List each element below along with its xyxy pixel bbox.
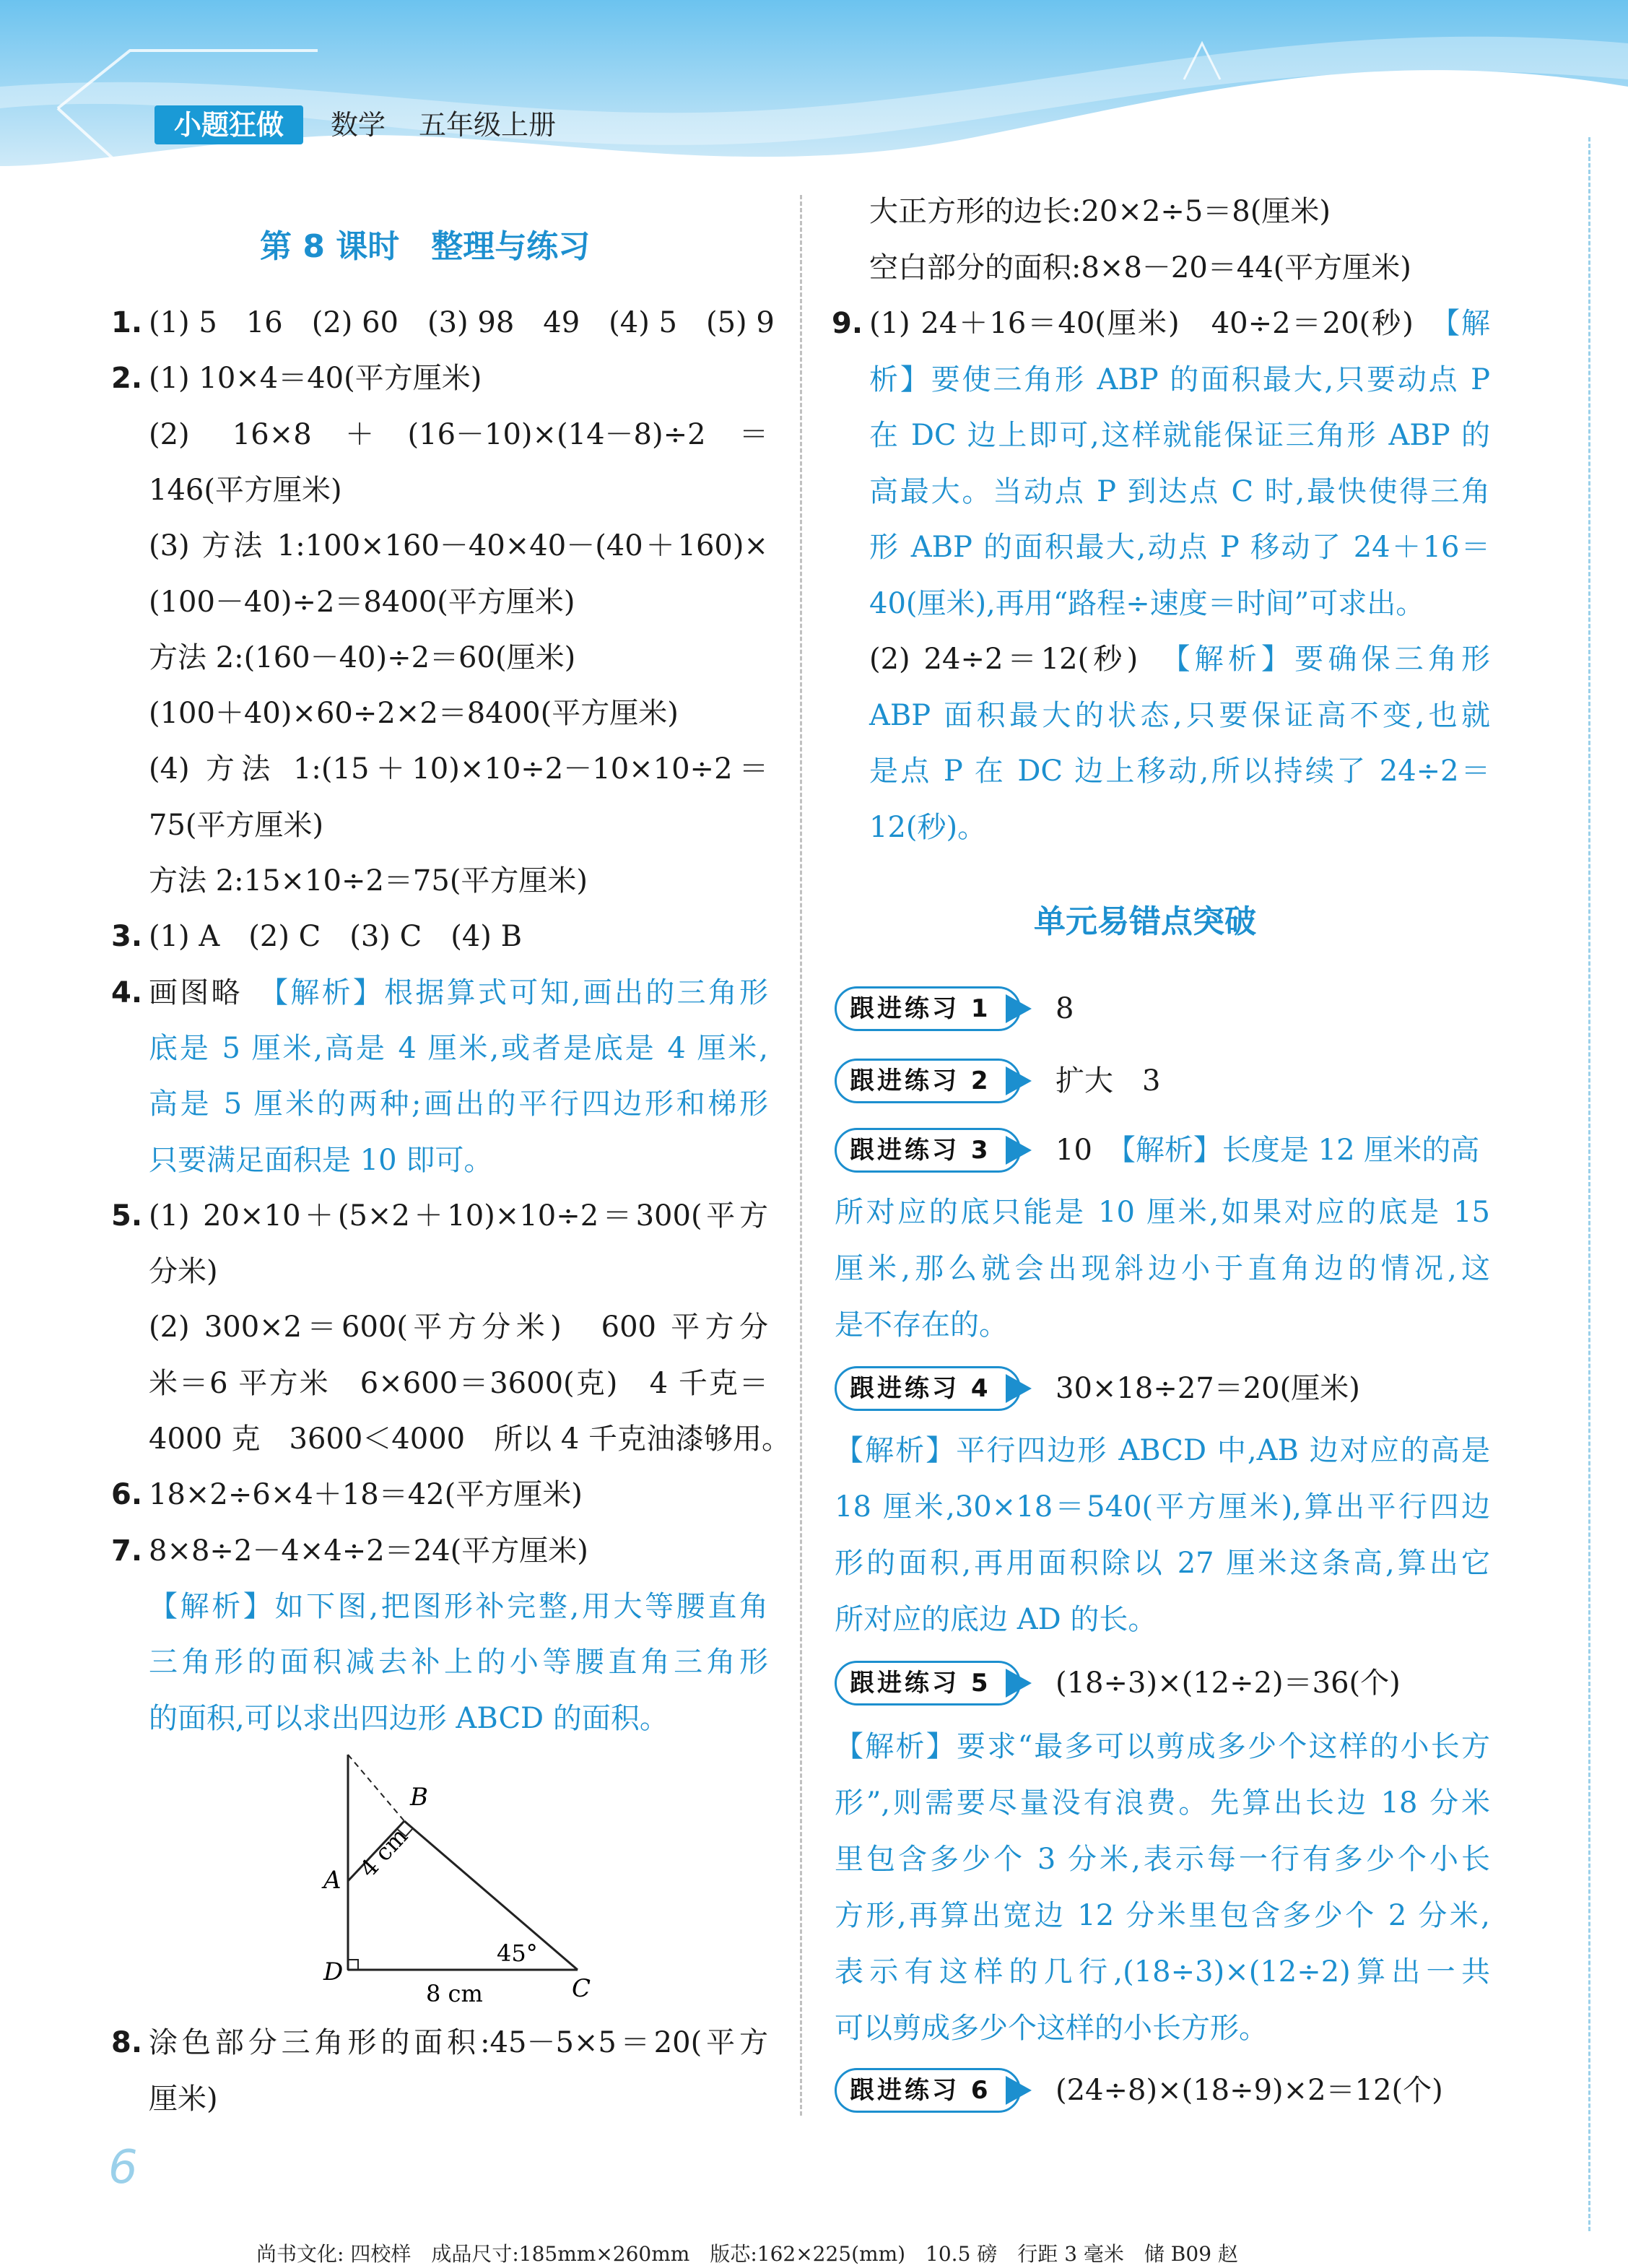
analysis-text: 底是 5 厘米,高是 4 厘米,或者是底是 4 厘米, — [149, 1031, 768, 1065]
label-side-ab: 4 cm — [354, 1822, 414, 1883]
analysis-text: ABP 面积最大的状态,只要保证高不变,也就 — [869, 698, 1490, 732]
analysis-text: 的面积,可以求出四边形 ABCD 的面积。 — [149, 1701, 669, 1735]
answer-text: 146(平方厘米) — [149, 473, 342, 507]
answer-text: 8×8÷2－4×4÷2＝24(平方厘米) — [149, 1534, 588, 1568]
right-line — [869, 240, 1490, 296]
analysis-text: 三角形的面积减去补上的小等腰直角三角形 — [149, 1646, 768, 1680]
lesson-title: 第 8 课时 整理与练习 — [260, 228, 591, 265]
q8-line — [149, 2071, 768, 2127]
f3-analysis-line: 是不存在的。 — [835, 1308, 1008, 1342]
answer-text: (1) 20×10＋(5×2＋10)×10÷2＝300(平方 — [149, 1199, 768, 1233]
left-line — [111, 965, 769, 1021]
right-line — [869, 464, 1490, 520]
left-line — [149, 407, 768, 463]
question-number: 1. — [111, 306, 143, 339]
right-line — [869, 743, 1490, 799]
label-angle: 45° — [497, 1939, 538, 1967]
follow-up-answer — [1055, 1360, 1360, 1417]
figure-dashed-line — [348, 1755, 404, 1821]
f4-analysis-line: 所对应的底边 AD 的长。 — [835, 1603, 1157, 1636]
left-line — [149, 1299, 768, 1355]
question-number: 9. — [832, 307, 863, 340]
label-side-dc: 8 cm — [426, 1980, 483, 2007]
analysis-text: 【解析】要确保三角形 — [1175, 643, 1491, 676]
analysis-text: 只要满足面积是 10 即可。 — [149, 1143, 493, 1177]
left-line — [111, 1188, 768, 1244]
analysis-text: 高是 5 厘米的两种;画出的平行四边形和梯形 — [149, 1087, 768, 1121]
left-line — [149, 1634, 768, 1690]
print-footer: 尚书文化: 四校样 成品尺寸:185mm×260mm 版芯:162×225(mm) 10.5 磅 行距 3 毫米 储 B09 赵 — [256, 2242, 1238, 2266]
left-line — [111, 295, 775, 351]
page-edge-border — [1588, 137, 1590, 2231]
left-line — [149, 1243, 768, 1300]
label-a: A — [323, 1866, 341, 1895]
left-line — [149, 685, 768, 742]
answer-text: 8 — [1055, 992, 1074, 1025]
right-line — [869, 407, 1490, 464]
question-number: 2. — [111, 362, 143, 396]
grade-label: 五年级上册 — [419, 109, 557, 141]
label-d: D — [323, 1958, 344, 1986]
follow-up-answer — [1055, 1053, 1160, 1109]
figure-line-cb — [404, 1821, 578, 1970]
right-line — [869, 519, 1490, 575]
unit-title: 单元易错点突破 — [1034, 903, 1256, 940]
answer-text: 30×18÷27＝20(厘米) — [1055, 1372, 1360, 1405]
answer-text: 18×2÷6×4＋18＝42(平方厘米) — [149, 1478, 583, 1512]
label-b: B — [410, 1783, 428, 1812]
question-number: 5. — [111, 1199, 143, 1233]
answer-text: 75(平方厘米) — [149, 808, 324, 842]
left-line — [149, 1411, 791, 1467]
left-line — [111, 1467, 768, 1523]
answer-text: 涂色部分三角形的面积:45－5×5＝20(平方 — [149, 2026, 768, 2059]
q8-line — [111, 2015, 768, 2071]
left-line — [149, 741, 768, 797]
answer-text: 方法 2:(160－40)÷2＝60(厘米) — [149, 640, 576, 674]
analysis-text: 12(秒)。 — [869, 810, 987, 844]
answer-text: 分米) — [149, 1255, 218, 1289]
analysis-text: 形 ABP 的面积最大,动点 P 移动了 24＋16＝ — [869, 531, 1490, 564]
answer-text: (18÷3)×(12÷2)＝36(个) — [1055, 1667, 1401, 1700]
left-line — [149, 853, 768, 909]
f5-analysis-line: 可以剪成多少个这样的小长方形。 — [835, 2012, 1268, 2045]
left-line — [149, 518, 768, 574]
answer-text: (1) A (2) C (3) C (4) B — [149, 920, 522, 954]
left-line — [111, 1523, 768, 1579]
analysis-text: 【解 — [1445, 307, 1490, 340]
left-line — [149, 1076, 768, 1132]
subject-label: 数学 — [331, 109, 386, 141]
answer-text: 4000 克 3600＜4000 所以 4 千克油漆够用。 — [149, 1422, 791, 1456]
arrow-right-icon — [1003, 1065, 1035, 1097]
answer-text: 米＝6 平方米 6×600＝3600(克) 4 千克＝ — [149, 1366, 768, 1400]
answer-text: (4) 方法 1:(15＋10)×10÷2－10×10÷2＝ — [149, 752, 768, 786]
question-number: 7. — [111, 1534, 143, 1568]
left-line — [149, 1132, 768, 1189]
left-line — [149, 797, 768, 853]
right-line — [869, 799, 1490, 856]
right-angle-d — [348, 1960, 358, 1970]
arrow-right-icon — [1003, 2074, 1035, 2106]
follow-up-tag-5: 跟进练习 5 — [835, 1661, 1021, 1706]
f5-analysis-line: 表示有这样的几行,(18÷3)×(12÷2)算出一共 — [835, 1955, 1490, 1989]
answer-text: (3) 方法 1:100×160－40×40－(40＋160)× — [149, 529, 768, 563]
follow-up-answer — [1055, 1122, 1479, 1178]
question-number: 3. — [111, 920, 143, 954]
f3-analysis-line: 所对应的底只能是 10 厘米,如果对应的底是 15 — [835, 1196, 1490, 1229]
label-c: C — [572, 1974, 591, 2003]
answer-text: 大正方形的边长:20×2÷5＝8(厘米) — [869, 195, 1331, 228]
answer-text: 空白部分的面积:8×8－20＝44(平方厘米) — [869, 251, 1411, 284]
left-line — [111, 908, 768, 965]
arrow-right-icon — [1003, 993, 1035, 1025]
left-line — [111, 350, 768, 407]
answer-text: 厘米) — [149, 2082, 218, 2116]
right-line — [832, 295, 1490, 352]
follow-up-tag-4: 跟进练习 4 — [835, 1366, 1021, 1411]
analysis-text: 在 DC 边上即可,这样就能保证三角形 ABP 的 — [869, 419, 1490, 452]
follow-up-answer — [1055, 1655, 1401, 1711]
answer-text: (24÷8)×(18÷9)×2＝12(个) — [1055, 2074, 1443, 2107]
f5-analysis-line: 形”,则需要尽量没有浪费。先算出长边 18 分米 — [835, 1786, 1490, 1820]
right-line — [869, 631, 1490, 687]
answer-text: 扩大 3 — [1055, 1064, 1161, 1098]
page-number: 6 — [108, 2141, 138, 2194]
follow-up-tag-6: 跟进练习 6 — [835, 2068, 1021, 2113]
answer-text: (100＋40)×60÷2×2＝8400(平方厘米) — [149, 697, 679, 731]
analysis-text: 【解析】如下图,把图形补完整,用大等腰直角 — [149, 1589, 768, 1623]
analysis-text: 高最大。当动点 P 到达点 C 时,最快使得三角 — [869, 474, 1490, 508]
right-line — [869, 352, 1490, 408]
analysis-text: 40(厘米),再用“路程÷速度＝时间”可求出。 — [869, 586, 1425, 620]
analysis-text: 析】要使三角形 ABP 的面积最大,只要动点 P — [869, 362, 1490, 396]
answer-text: (100－40)÷2＝8400(平方厘米) — [149, 585, 575, 619]
answer-text: 10 — [1055, 1134, 1121, 1167]
answer-text: 方法 2:15×10÷2＝75(平方厘米) — [149, 864, 588, 898]
left-line — [149, 574, 768, 630]
follow-up-answer — [1055, 981, 1074, 1037]
follow-up-answer — [1055, 2062, 1443, 2119]
right-line — [869, 687, 1490, 744]
question-number: 6. — [111, 1478, 143, 1512]
f4-analysis-line: 18 厘米,30×18＝540(平方厘米),算出平行四边 — [835, 1490, 1490, 1524]
f5-analysis-line: 方形,再算出宽边 12 分米里包含多少个 2 分米, — [835, 1899, 1490, 1932]
follow-up-tag-3: 跟进练习 3 — [835, 1128, 1021, 1173]
question-number: 8. — [111, 2026, 143, 2059]
arrow-right-icon — [1003, 1134, 1035, 1166]
answer-text: (1) 5 16 (2) 60 (3) 98 49 (4) 5 (5) 9 — [149, 306, 775, 339]
answer-text: (2) 16×8＋(16－10)×(14－8)÷2＝ — [149, 417, 768, 451]
left-line — [149, 1020, 768, 1077]
answer-text: (2) 300×2＝600(平方分米) 600 平方分 — [149, 1311, 768, 1344]
left-line — [149, 630, 768, 686]
f5-analysis-line: 【解析】要求“最多可以剪成多少个这样的小长方 — [835, 1730, 1490, 1763]
left-line — [149, 1355, 768, 1412]
f4-analysis-line: 【解析】平行四边形 ABCD 中,AB 边对应的高是 — [835, 1434, 1490, 1467]
analysis-text: 【解析】根据算式可知,画出的三角形 — [274, 976, 769, 1009]
left-line — [149, 1578, 768, 1635]
answer-text: 画图略 — [149, 976, 274, 1009]
answer-text: (1) 24＋16＝40(厘米) 40÷2＝20(秒) — [869, 307, 1445, 340]
f5-analysis-line: 里包含多少个 3 分米,表示每一行有多少个小长 — [835, 1843, 1490, 1876]
analysis-text: 【解析】长度是 12 厘米的高 — [1120, 1134, 1480, 1167]
column-divider — [800, 195, 802, 2116]
follow-up-tag-1: 跟进练习 1 — [835, 986, 1021, 1031]
answer-text: (1) 10×4＝40(平方厘米) — [149, 362, 482, 396]
answer-text: (2) 24÷2＝12(秒) — [869, 643, 1176, 676]
f4-analysis-line: 形的面积,再用面积除以 27 厘米这条高,算出它 — [835, 1547, 1490, 1580]
arrow-right-icon — [1003, 1373, 1035, 1404]
quadrilateral-figure — [303, 1733, 621, 2022]
right-line — [869, 575, 1490, 632]
analysis-text: 是点 P 在 DC 边上移动,所以持续了 24÷2＝ — [869, 755, 1490, 788]
right-line — [869, 183, 1490, 240]
left-line — [149, 462, 768, 518]
follow-up-tag-2: 跟进练习 2 — [835, 1059, 1021, 1103]
series-tag: 小题狂做 — [154, 105, 303, 144]
f3-analysis-line: 厘米,那么就会出现斜边小于直角边的情况,这 — [835, 1252, 1490, 1285]
question-number: 4. — [111, 976, 143, 1009]
arrow-right-icon — [1003, 1667, 1035, 1699]
